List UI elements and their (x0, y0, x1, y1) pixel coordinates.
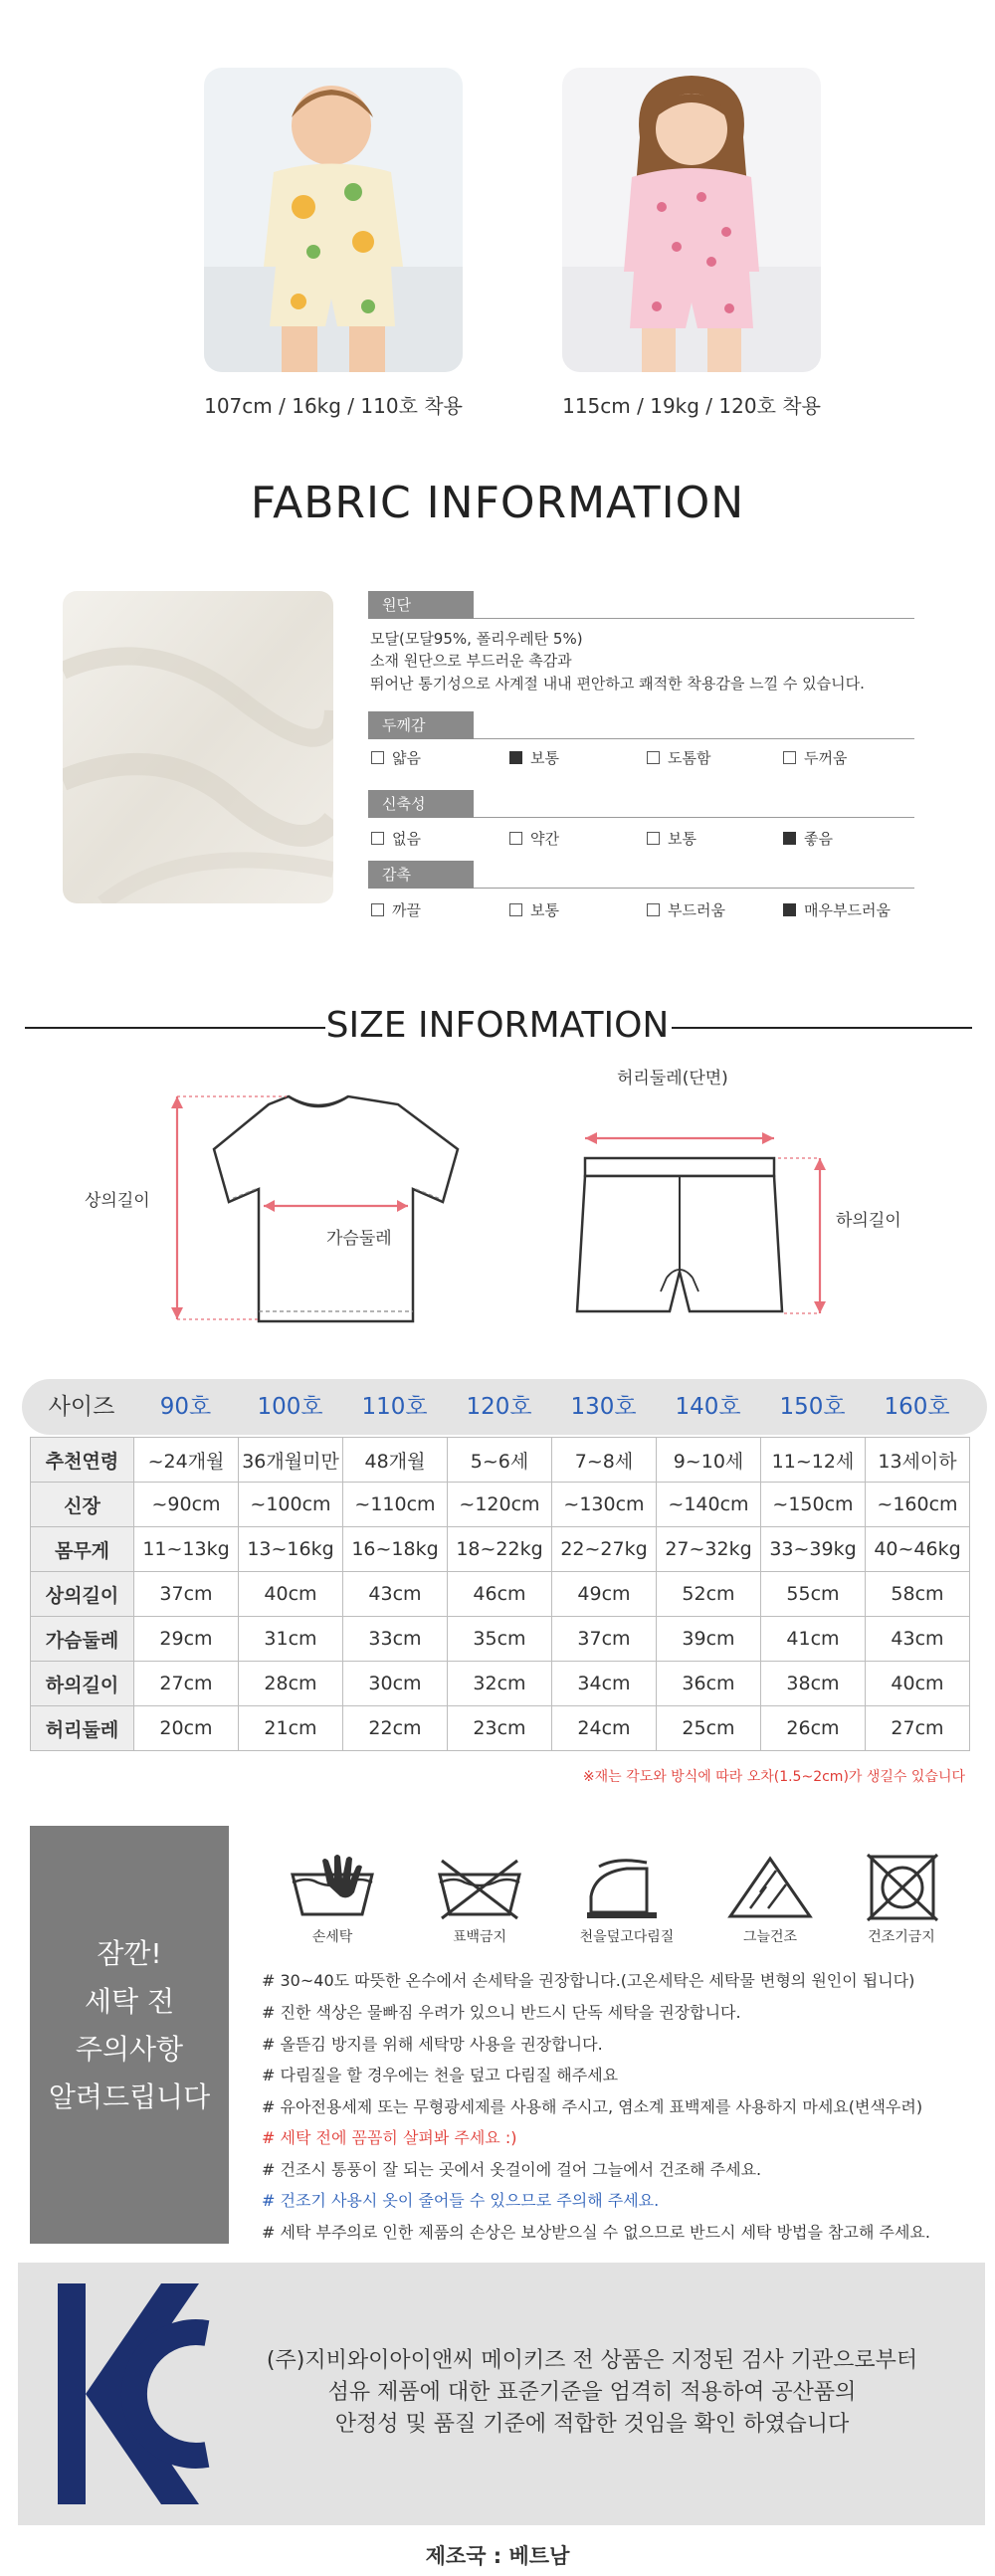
country-of-origin: 제조국 : 베트남 (425, 2544, 570, 2568)
touch-option-normal: 보통 (509, 899, 559, 920)
no-tumble-dry-icon (852, 1853, 951, 1922)
checkbox-icon (647, 903, 660, 916)
no-tumble-dry-label: 건조기금지 (868, 1929, 935, 1945)
care-heading-line-2: 세탁 전 (84, 1985, 175, 2018)
waist-label: 허리둘레(단면) (617, 1069, 728, 1089)
measurement-note: ※재는 각도와 방식에 따라 오차(1.5~2cm)가 생길수 있습니다 (582, 1769, 965, 1785)
checkbox-icon (371, 751, 384, 764)
table-cell: 37cm (134, 1572, 239, 1617)
care-line-6: # 세탁 전에 꼼꼼히 살펴봐 주세요 :) (262, 2128, 517, 2147)
table-cell: 11~13kg (134, 1527, 239, 1572)
hand-wash-label: 손세탁 (311, 1929, 353, 1945)
care-heading-line-4: 알려드립니다 (48, 2081, 211, 2113)
checkbox-checked-icon (783, 832, 796, 845)
kc-line-1: (주)지비와이아이앤씨 메이키즈 전 상품은 지정된 검사 기관으로부터 (266, 2348, 918, 2373)
checkbox-icon (647, 832, 660, 845)
kc-line-2: 섬유 제품에 대한 표준기준을 엄격히 적용하여 공산품의 (327, 2380, 857, 2405)
material-line-3: 뛰어난 통기성으로 사계절 내내 편안하고 쾌적한 착용감을 느낄 수 있습니다. (370, 675, 865, 693)
care-line-7: # 건조시 통풍이 잘 되는 곳에서 옷걸이에 걸어 그늘에서 건조해 주세요. (262, 2160, 762, 2179)
hand-wash-icon (283, 1853, 382, 1922)
care-notice-panel (30, 1826, 229, 2244)
material-label: 원단 (368, 591, 474, 619)
table-cell: 49cm (552, 1572, 657, 1617)
table-cell: ~90cm (134, 1483, 239, 1527)
boy-model-caption: 107cm / 16kg / 110호 착용 (204, 394, 463, 418)
table-cell: 43cm (866, 1617, 970, 1662)
girl-model-photo (562, 68, 821, 372)
table-cell: 22~27kg (552, 1527, 657, 1572)
bottom-garment-diagram (557, 1112, 856, 1331)
care-line-5: # 유아전용세제 또는 무형광세제를 사용해 주시고, 염소계 표백제를 사용하지 마세요(변색우려) (262, 2097, 923, 2116)
table-cell: 27cm (134, 1662, 239, 1706)
top-garment-diagram (159, 1085, 537, 1333)
checkbox-icon (509, 832, 522, 845)
table-cell: 9~10세 (657, 1438, 761, 1483)
table-row (31, 1572, 970, 1617)
fabric-swatch-photo (63, 591, 333, 903)
table-cell: 29cm (134, 1617, 239, 1662)
shade-dry-label: 그늘건조 (742, 1929, 798, 1945)
row-label: 신장 (31, 1483, 134, 1527)
touch-option-very-soft: 매우부드러움 (783, 899, 891, 920)
row-label: 몸무게 (31, 1527, 134, 1572)
checkbox-icon (371, 903, 384, 916)
table-cell: 27~32kg (657, 1527, 761, 1572)
thickness-option-thin: 얇음 (371, 747, 421, 768)
table-row (31, 1617, 970, 1662)
table-cell: 32cm (448, 1662, 552, 1706)
table-cell: 13세이하 (866, 1438, 970, 1483)
table-row (31, 1662, 970, 1706)
checkbox-icon (647, 751, 660, 764)
table-cell: 35cm (448, 1617, 552, 1662)
bottom-length-label: 하의길이 (836, 1211, 901, 1231)
table-cell: ~150cm (761, 1483, 866, 1527)
care-line-2: # 진한 색상은 물빠짐 우려가 있으니 반드시 단독 세탁을 권장합니다. (262, 2003, 741, 2022)
top-length-label: 상의길이 (85, 1191, 150, 1211)
table-cell: 58cm (866, 1572, 970, 1617)
elasticity-option-normal: 보통 (647, 828, 696, 849)
table-cell: 23cm (448, 1706, 552, 1751)
material-divider (474, 618, 914, 619)
chest-label: 가슴둘레 (326, 1229, 392, 1249)
thickness-option-very-thick: 두꺼움 (783, 747, 847, 768)
table-cell: ~100cm (239, 1483, 343, 1527)
table-cell: 26cm (761, 1706, 866, 1751)
table-cell: 36cm (657, 1662, 761, 1706)
table-cell: ~130cm (552, 1483, 657, 1527)
material-line-1: 모달(모달95%, 폴리우레탄 5%) (370, 630, 583, 648)
table-cell: 5~6세 (448, 1438, 552, 1483)
table-cell: 21cm (239, 1706, 343, 1751)
table-cell: 36개월미만 (239, 1438, 343, 1483)
elasticity-option-good: 좋음 (783, 828, 833, 849)
elasticity-label: 신축성 (368, 790, 474, 818)
touch-divider (474, 888, 914, 889)
table-cell: 28cm (239, 1662, 343, 1706)
table-cell: 22cm (343, 1706, 448, 1751)
size-130: 130호 (570, 1394, 637, 1420)
table-cell: 52cm (657, 1572, 761, 1617)
care-line-1: # 30~40도 따뜻한 온수에서 손세탁을 권장합니다.(고온세탁은 세탁물 변형의 원인이 됩니다) (262, 1971, 915, 1990)
table-cell: 38cm (761, 1662, 866, 1706)
row-label: 허리둘레 (31, 1706, 134, 1751)
checkbox-checked-icon (783, 903, 796, 916)
size-110: 110호 (361, 1394, 428, 1420)
table-cell: 30cm (343, 1662, 448, 1706)
care-line-3: # 올뜯김 방지를 위해 세탁망 사용을 권장합니다. (262, 2035, 603, 2054)
size-120: 120호 (466, 1394, 532, 1420)
checkbox-checked-icon (509, 751, 522, 764)
kc-line-3: 안정성 및 품질 기준에 적합한 것임을 확인 하였습니다 (334, 2412, 850, 2437)
table-cell: 40cm (866, 1662, 970, 1706)
checkbox-icon (783, 751, 796, 764)
row-label: 상의길이 (31, 1572, 134, 1617)
elasticity-option-none: 없음 (371, 828, 421, 849)
table-cell: 11~12세 (761, 1438, 866, 1483)
table-cell: 20cm (134, 1706, 239, 1751)
table-row (31, 1527, 970, 1572)
material-line-2: 소재 원단으로 부드러운 촉감과 (370, 652, 572, 670)
kc-statement (229, 2345, 955, 2441)
iron-with-cloth-icon (577, 1853, 677, 1922)
table-cell: 55cm (761, 1572, 866, 1617)
no-bleach-label: 표백금지 (452, 1929, 507, 1945)
checkbox-icon (509, 903, 522, 916)
care-heading-line-1: 잠깐! (97, 1937, 162, 1970)
shade-dry-icon (720, 1853, 820, 1922)
size-150: 150호 (779, 1394, 846, 1420)
table-cell: ~160cm (866, 1483, 970, 1527)
table-cell: 37cm (552, 1617, 657, 1662)
table-row (31, 1483, 970, 1527)
care-line-4: # 다림질을 할 경우에는 천을 덮고 다림질 해주세요 (262, 2066, 619, 2084)
table-cell: 43cm (343, 1572, 448, 1617)
table-cell: 34cm (552, 1662, 657, 1706)
table-cell: 33cm (343, 1617, 448, 1662)
size-90: 90호 (159, 1394, 212, 1420)
table-cell: ~110cm (343, 1483, 448, 1527)
table-cell: 40cm (239, 1572, 343, 1617)
girl-model-caption: 115cm / 19kg / 120호 착용 (562, 394, 821, 418)
table-row (31, 1706, 970, 1751)
touch-option-rough: 까끌 (371, 899, 421, 920)
touch-label: 감촉 (368, 861, 474, 889)
kc-mark-logo (58, 2283, 213, 2504)
touch-option-soft: 부드러움 (647, 899, 725, 920)
table-cell: 39cm (657, 1617, 761, 1662)
table-cell: 25cm (657, 1706, 761, 1751)
elasticity-option-slight: 약간 (509, 828, 559, 849)
table-cell: ~24개월 (134, 1438, 239, 1483)
table-cell: 41cm (761, 1617, 866, 1662)
table-cell: ~120cm (448, 1483, 552, 1527)
table-cell: 16~18kg (343, 1527, 448, 1572)
iron-with-cloth-label: 천을덮고다림질 (579, 1929, 675, 1945)
row-label: 하의길이 (31, 1662, 134, 1706)
checkbox-icon (371, 832, 384, 845)
thickness-divider (474, 738, 914, 739)
size-100: 100호 (257, 1394, 323, 1420)
table-cell: 46cm (448, 1572, 552, 1617)
no-bleach-icon (430, 1853, 529, 1922)
boy-model-photo (204, 68, 463, 372)
table-cell: 13~16kg (239, 1527, 343, 1572)
care-heading-line-3: 주의사항 (75, 2033, 184, 2066)
table-cell: 7~8세 (552, 1438, 657, 1483)
size-information-title: SIZE INFORMATION (325, 1005, 670, 1046)
care-line-8: # 건조기 사용시 옷이 줄어들 수 있으므로 주의해 주세요. (262, 2191, 660, 2210)
care-line-9: # 세탁 부주의로 인한 제품의 손상은 보상받으실 수 없으므로 반드시 세탁 방법을 참고해 주세요. (262, 2223, 930, 2242)
table-cell: 48개월 (343, 1438, 448, 1483)
table-cell: 27cm (866, 1706, 970, 1751)
table-cell: 31cm (239, 1617, 343, 1662)
table-cell: 18~22kg (448, 1527, 552, 1572)
size-140: 140호 (675, 1394, 741, 1420)
table-cell: 40~46kg (866, 1527, 970, 1572)
thickness-option-thick: 도톰함 (647, 747, 710, 768)
fabric-information-title: FABRIC INFORMATION (250, 478, 745, 528)
size-table (30, 1437, 970, 1751)
elasticity-divider (474, 817, 914, 818)
thickness-label: 두께감 (368, 711, 474, 739)
care-heading (30, 1930, 229, 2121)
row-label: 가슴둘레 (31, 1617, 134, 1662)
size-160: 160호 (884, 1394, 950, 1420)
thickness-option-normal: 보통 (509, 747, 559, 768)
table-cell: 33~39kg (761, 1527, 866, 1572)
table-row (31, 1438, 970, 1483)
table-cell: 24cm (552, 1706, 657, 1751)
size-header-label: 사이즈 (48, 1394, 115, 1420)
row-label: 추천연령 (31, 1438, 134, 1483)
table-cell: ~140cm (657, 1483, 761, 1527)
